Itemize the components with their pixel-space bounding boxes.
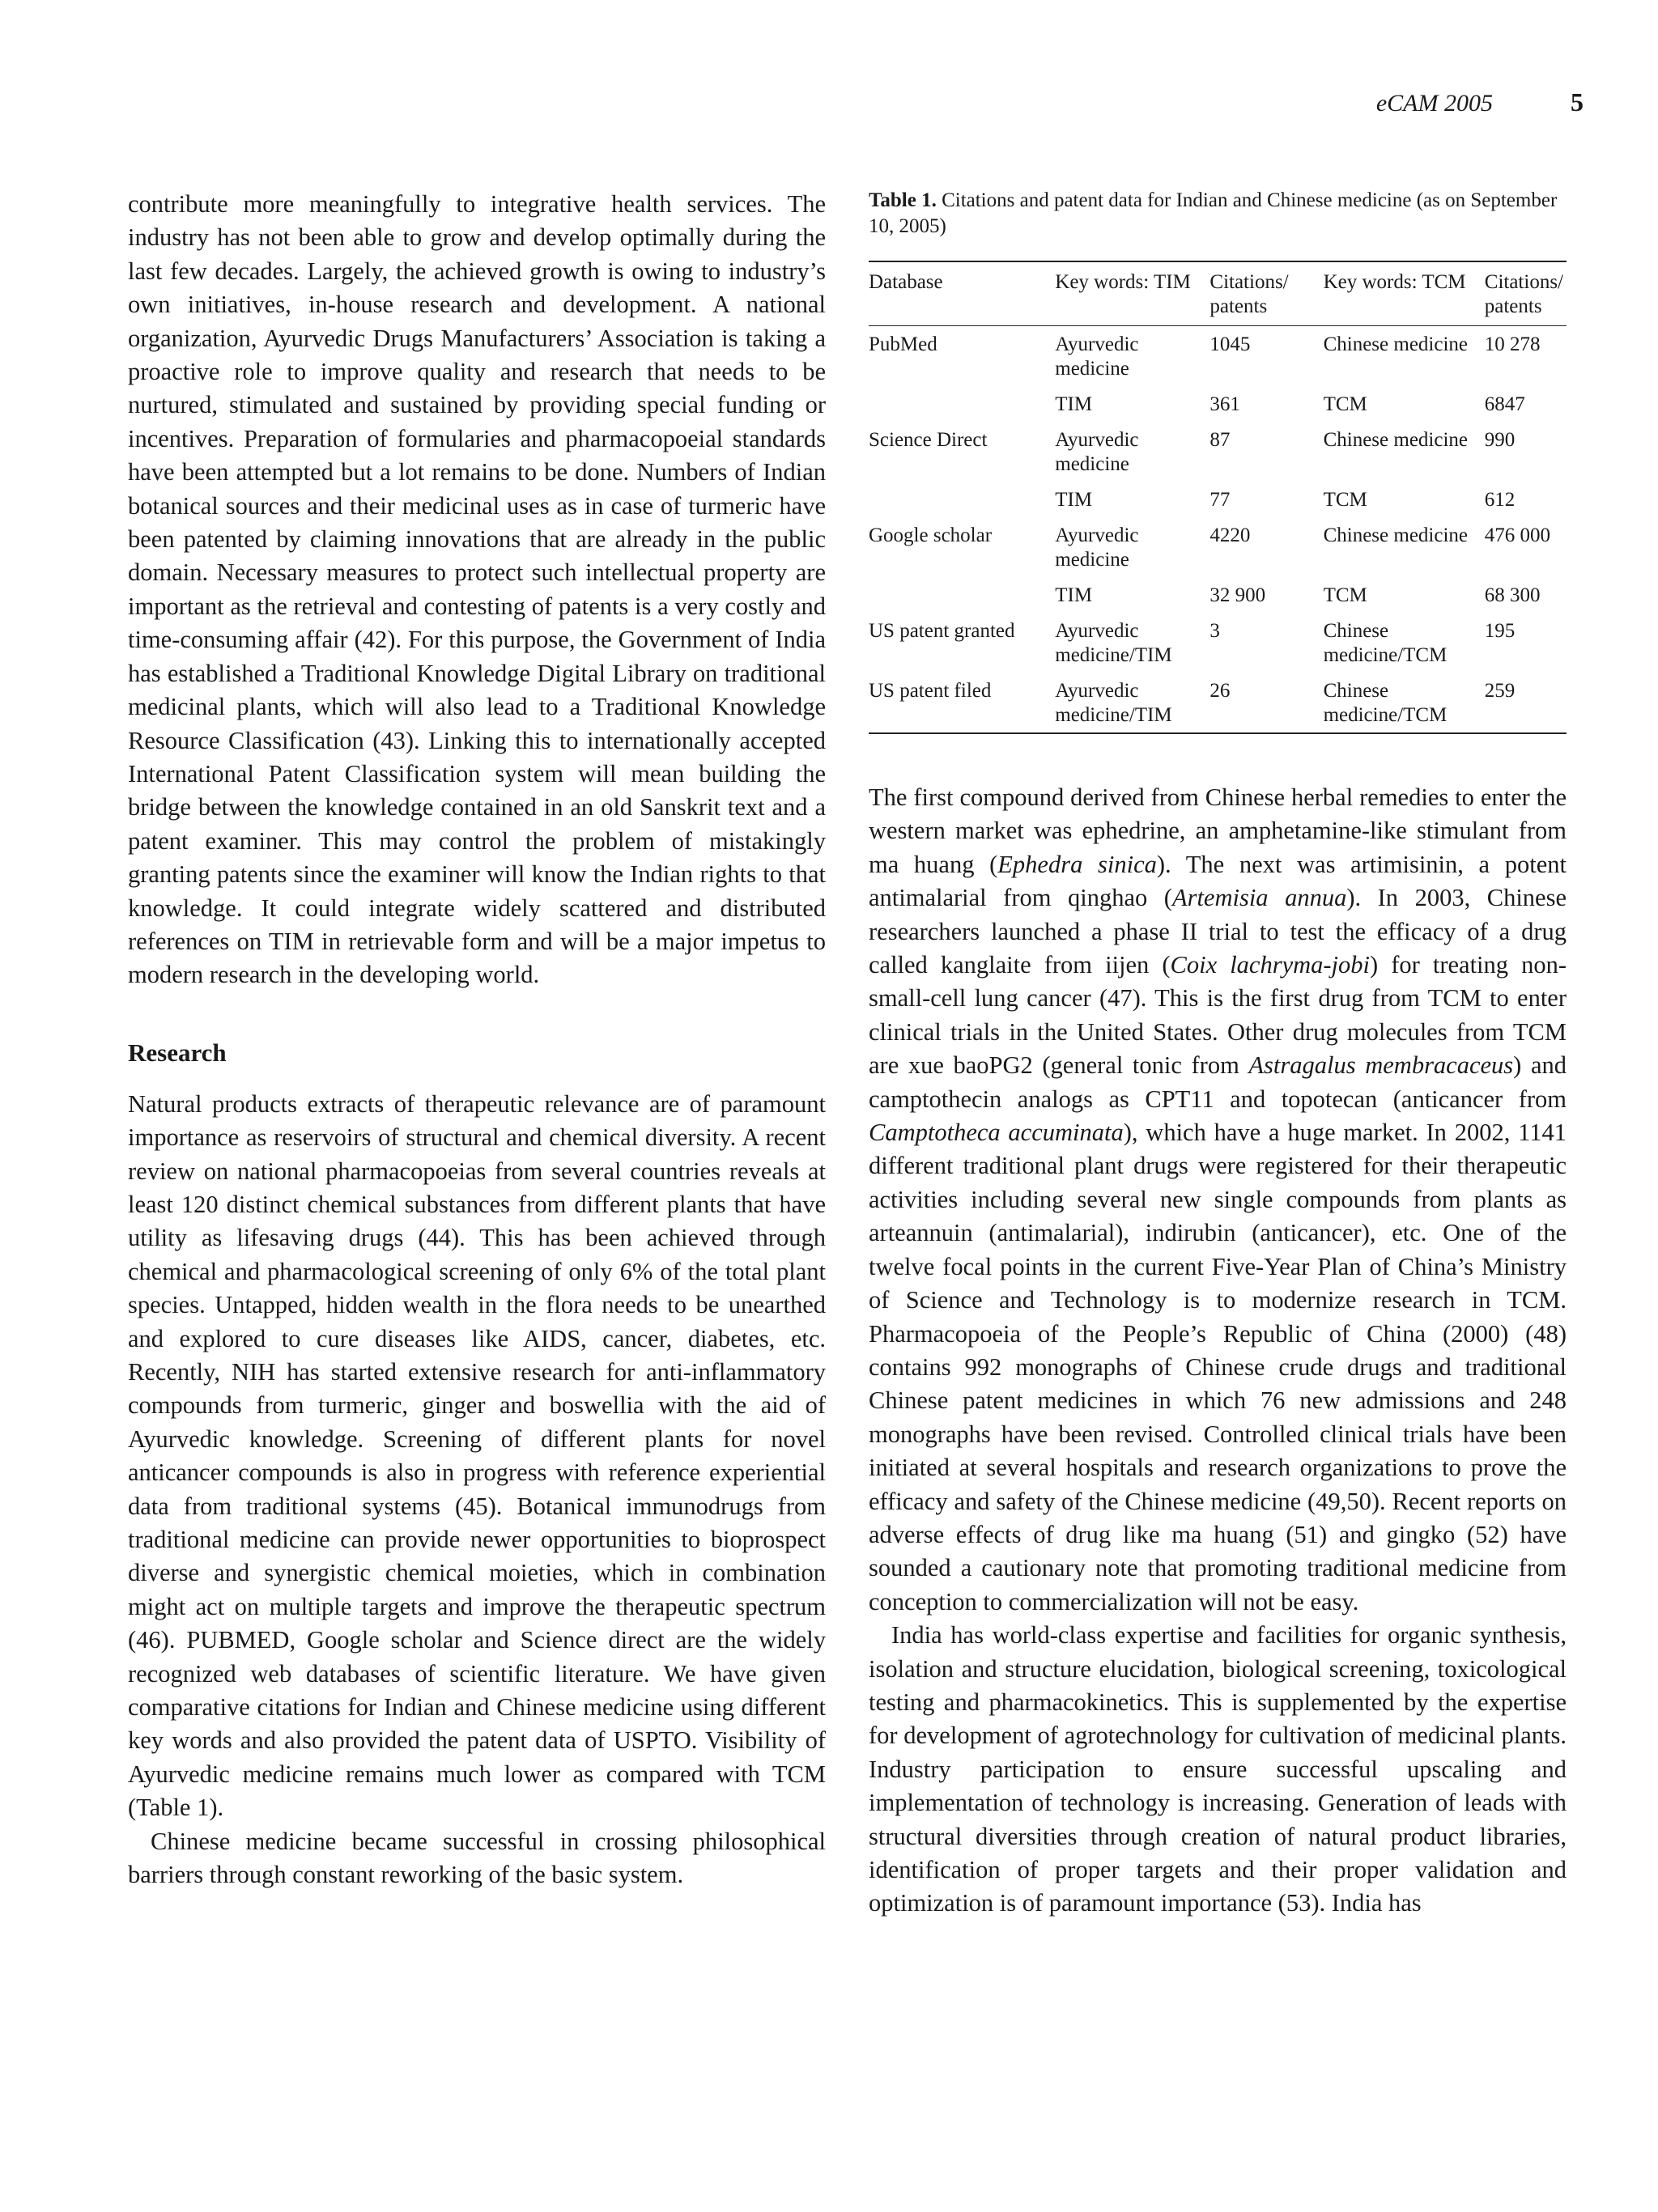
- table-cell: PubMed: [869, 333, 937, 355]
- table-row: [869, 326, 1567, 393]
- table-cell: Chinese medicine: [1323, 429, 1469, 451]
- table-cell: US patent filed: [869, 680, 992, 702]
- table-cell: 3: [1209, 620, 1220, 642]
- table-cell: 612: [1484, 489, 1516, 511]
- paragraph-tcm-compounds: [869, 781, 1567, 1619]
- table-cell: [869, 393, 1055, 428]
- paragraph-natural-products: Natural products extracts of therapeutic relevance are of paramount importance as reservoirs of structural and chemical diversity. A recent review on national pharmacopoeias from several countries reveals at least 120 distinct chemical substances from different plants that have utility as lifesaving drugs (44). This has been achieved through chemical and pharmacological screening of only 6% of the total plant species. Untapped, hidden wealth in the flora needs to be unearthed and explored to cure diseases like AIDS, cancer, diabetes, etc. Recently, NIH has started extensive research for anti-inflammatory compounds from turmeric, ginger and boswellia with the aid of Ayurvedic knowledge. Screening of different plants for novel anticancer compounds is also in progress with reference experiential data from traditional systems (45). Botanical immunodrugs from traditional medicine can provide newer opportunities to bioprospect diverse and synergistic chemical moieties, which in combination might act on multiple targets and improve the therapeutic spectrum (46). PUBMED, Google scholar and Science direct are the widely recognized web databases of scientific literature. We have given comparative citations for Indian and Chinese medicine using different key words and also provided the patent data of USPTO. Visibility of Ayurvedic medicine remains much lower as compared with TCM (Table 1).: [128, 1089, 826, 1822]
- table-row: [869, 619, 1567, 679]
- table-cell: TIM: [1055, 584, 1093, 606]
- table-row: [869, 524, 1567, 584]
- table-cell: [869, 488, 1055, 524]
- right-column: [869, 188, 1567, 1921]
- table-cell: Ayurvedic medicine: [1055, 524, 1139, 571]
- table-cell: 195: [1484, 620, 1516, 642]
- table-cell: Ayurvedic medicine: [1055, 429, 1139, 475]
- table-cell: Chinese medicine/TCM: [1323, 620, 1448, 666]
- species-name: Ephedra sinica: [997, 850, 1157, 878]
- table-cell: 10 278: [1484, 333, 1541, 355]
- table-header-cell: Database: [869, 271, 943, 293]
- table-cell: Science Direct: [869, 429, 988, 451]
- table-cell: 361: [1209, 393, 1240, 415]
- journal-name: eCAM 2005: [1375, 90, 1493, 117]
- table-cell: 68 300: [1484, 584, 1541, 606]
- table-cell: 259: [1484, 680, 1516, 702]
- table-cell: TIM: [1055, 393, 1093, 415]
- species-name: Camptotheca accuminata: [869, 1119, 1124, 1147]
- paragraph-chinese-medicine: Chinese medicine became successful in crossing philosophical barriers through constant reworking of the basic system.: [128, 1827, 826, 1889]
- text-run: The first compound derived from Chinese herbal remedies to enter the western market was ephedrine, an amphetamine-like stimulant from ma huang (: [869, 783, 1567, 878]
- table-caption: [869, 188, 1567, 240]
- table-cell: 476 000: [1484, 524, 1551, 546]
- species-name: Artemisia annua: [1171, 884, 1347, 912]
- species-name: Astragalus membracaceus: [1248, 1051, 1514, 1080]
- table-header-cell: Citations/ patents: [1484, 271, 1563, 317]
- table-cell: Chinese medicine: [1323, 524, 1469, 546]
- table-header-cell: Key words: TCM: [1323, 271, 1466, 293]
- table-cell: 4220: [1209, 524, 1251, 546]
- table-cell: Ayurvedic medicine: [1055, 333, 1139, 380]
- citations-table: [869, 261, 1567, 734]
- table-header-cell: Citations/ patents: [1209, 271, 1289, 317]
- species-name: Coix lachryma-jobi: [1170, 951, 1371, 979]
- table-cell: 26: [1209, 680, 1231, 702]
- table-cell: TCM: [1323, 489, 1367, 511]
- table-cell: TCM: [1323, 584, 1367, 606]
- table-label: Table 1.: [869, 189, 937, 211]
- table-body: [869, 326, 1567, 734]
- table-cell: 87: [1209, 429, 1231, 451]
- table-caption-text: Citations and patent data for Indian and Chinese medicine (as on September 10, 2005): [869, 189, 1558, 237]
- table-cell: 990: [1484, 429, 1516, 451]
- table-row: [869, 584, 1567, 619]
- paragraph-industry: contribute more meaningfully to integrative health services. The industry has not been able to grow and develop optimally during the last few decades. Largely, the achieved growth is owing to industry’s own initiatives, in-house research and development. A national organization, Ayurvedic Drugs Manufacturers’ Association is taking a proactive role to improve quality and research that needs to be nurtured, stimulated and sustained by providing special funding or incentives. Preparation of formularies and pharmacopoeial standards have been attempted but a lot remains to be done. Numbers of Indian botanical sources and their medicinal uses as in case of turmeric have been patented by claiming innovations that are already in the public domain. Necessary measures to protect such intellectual property are important as the retrieval and contesting of patents is a very costly and time-consuming affair (42). For this purpose, the Government of India has established a Traditional Knowledge Digital Library on traditional medicinal plants, which will also lead to a Traditional Knowledge Resource Classification (43). Linking this to internationally accepted International Patent Classification system will mean building the bridge between the knowledge contained in an old Sanskrit text and a patent examiner. This may control the problem of mistakingly granting patents since the examiner will know the Indian rights to that knowledge. It could integrate widely scattered and distributed references on TIM in retrievable form and will be a major impetus to modern research in the developing world.: [128, 190, 826, 989]
- table-row: [869, 488, 1567, 524]
- table-cell: [869, 584, 1055, 619]
- table-cell: Chinese medicine/TCM: [1323, 680, 1448, 726]
- table-cell: US patent granted: [869, 620, 1015, 642]
- page-number: 5: [1571, 87, 1584, 117]
- table-header-cell: Key words: TIM: [1055, 271, 1191, 293]
- table-header-row: [869, 261, 1567, 326]
- table-row: [869, 393, 1567, 428]
- table-cell: 1045: [1209, 333, 1251, 355]
- right-text-block: [869, 781, 1567, 1921]
- table-cell: Ayurvedic medicine/TIM: [1055, 680, 1172, 726]
- paragraph-india-expertise: India has world-class expertise and facilities for organic synthesis, isolation and structure elucidation, biological screening, toxicological testing and pharmacokinetics. This is supplemented by the expertise for development of agrotechnology for cultivation of medicinal plants. Industry participation to ensure successful upscaling and implementation of technology is increasing. Generation of leads with structural diversities through creation of natural product libraries, identification of proper targets and their proper validation and optimization is of paramount importance (53). India has: [869, 1621, 1567, 1917]
- table-row: [869, 679, 1567, 733]
- left-column: [128, 188, 826, 1892]
- section-heading-research: Research: [128, 1038, 227, 1067]
- text-run: ). In 2003, Chinese researchers launched a phase II trial to test the efficacy of a drug called kanglaite from iijen (: [869, 884, 1567, 979]
- table-cell: Ayurvedic medicine/TIM: [1055, 620, 1172, 666]
- table-cell: TIM: [1055, 489, 1093, 511]
- table-row: [869, 428, 1567, 488]
- text-run: ) and camptothecin analogs as CPT11 and topotecan (anticancer from: [869, 1051, 1567, 1113]
- text-run: ), which have a huge market. In 2002, 1141 different traditional plant drugs were registered for their therapeutic activities including several new single compounds from plants as arteannuin (antimalarial), indirubin (anticancer), etc. One of the twelve focal points in the current Five-Year Plan of China’s Ministry of Science and Technology is to modernize research in TCM. Pharmacopoeia of the People’s Republic of China (2000) (48) contains 992 monographs of Chinese crude drugs and traditional Chinese patent medicines in which 76 new admissions and 248 monographs have been revised. Controlled clinical trials have been initiated at several hospitals and research organizations to prove the efficacy and safety of the Chinese medicine (49,50). Recent reports on adverse effects of drug like ma huang (51) and gingko (52) have sounded a cautionary note that promoting traditional medicine from conception to commercialization will not be easy.: [869, 1119, 1567, 1615]
- table-cell: TCM: [1323, 393, 1367, 415]
- table-cell: Google scholar: [869, 524, 993, 546]
- text-run: ) for treating non-small-cell lung cancer (47). This is the first drug from TCM to enter clinical trials in the United States. Other drug molecules from TCM are xue baoPG2 (general tonic from: [869, 951, 1567, 1080]
- table-cell: 32 900: [1209, 584, 1266, 606]
- text-run: ). The next was artimisinin, a potent antimalarial from qinghao (: [869, 850, 1567, 912]
- running-header: [1376, 87, 1584, 117]
- table-cell: Chinese medicine: [1323, 333, 1469, 355]
- table-cell: 6847: [1484, 393, 1525, 415]
- table-cell: 77: [1209, 489, 1231, 511]
